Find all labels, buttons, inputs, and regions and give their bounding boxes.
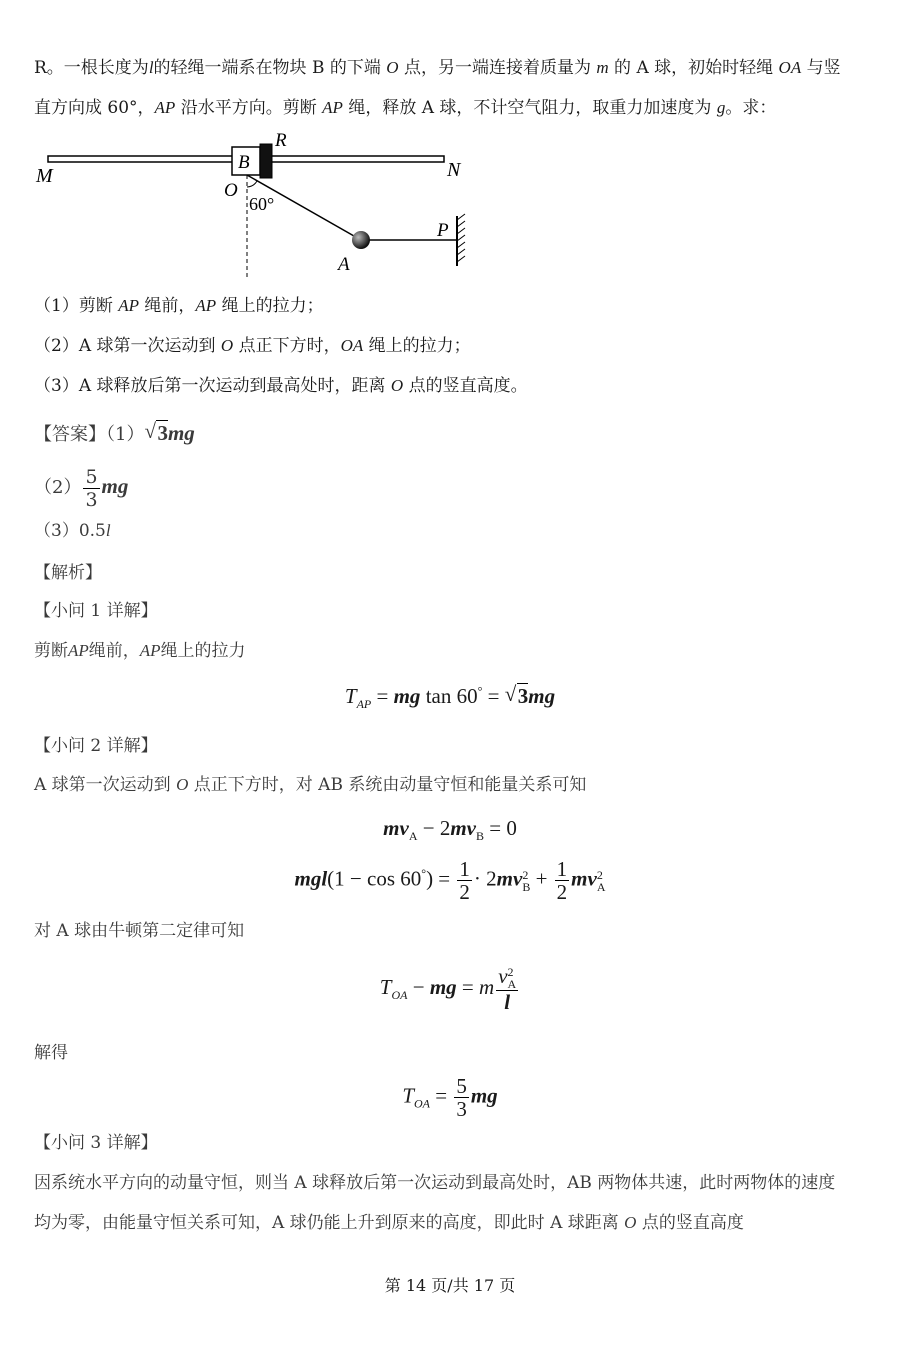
var-AP: AP [139, 641, 161, 660]
mv: mv [450, 816, 476, 840]
subquestion-3-head: 【小问 3 详解】 [34, 1133, 158, 1153]
op: = [482, 684, 505, 708]
label-O: O [224, 180, 238, 201]
physics-diagram [34, 130, 484, 285]
sup-sub [597, 869, 606, 893]
label-A: A [338, 254, 350, 275]
text: 点的竖直高度 [641, 1213, 744, 1233]
fraction-5-3 [83, 466, 99, 511]
var-l: l [148, 58, 154, 77]
op: = [456, 974, 480, 999]
mv: mv [571, 866, 597, 891]
label-P: P [437, 220, 449, 241]
numerator: 5 [456, 1074, 467, 1098]
mg: mg [429, 974, 457, 999]
text: 绳前， [88, 641, 140, 661]
text: 绳上的拉力 [160, 641, 246, 661]
text: 。求： [725, 98, 777, 118]
problem-line-2 [34, 95, 776, 121]
analysis-text-3: 对 A 球由牛顿第二定律可知 [34, 921, 245, 941]
sqrt-3 [144, 420, 168, 446]
analysis-text-2 [34, 772, 586, 798]
question-3 [34, 373, 528, 399]
denominator: 2 [556, 880, 568, 904]
answer-prefix: （2） [34, 477, 82, 498]
text: 均为零，由能量守恒关系可知，A 球仍能上升到原来的高度，即此时 A 球距离 [34, 1213, 619, 1233]
var-O: O [624, 1213, 637, 1232]
var-AP: AP [195, 296, 217, 315]
op: − [407, 974, 430, 999]
text: 的轻绳一端系在物块 B 的下端 [153, 58, 381, 78]
m: m [479, 974, 495, 999]
var-OA: OA [340, 336, 364, 355]
text: 点的竖直高度。 [408, 376, 528, 396]
fraction-half [457, 858, 472, 903]
text: 绳上的拉力； [368, 336, 471, 356]
ball-A [352, 231, 370, 249]
subscript: B [522, 879, 531, 894]
op: ) = [426, 866, 456, 891]
mv: mv [496, 866, 523, 891]
numerator: 5 [85, 465, 98, 488]
var-g: g [716, 98, 726, 117]
var-O: O [386, 58, 399, 77]
analysis-text-1 [34, 638, 246, 664]
text: （1）剪断 [34, 296, 113, 316]
text: R。一根长度为 [34, 58, 149, 78]
superscript: 2 [596, 867, 603, 882]
text: 剪断 [34, 641, 68, 661]
denominator: 3 [85, 488, 98, 511]
text: 绳前， [144, 296, 196, 316]
v: v [498, 964, 508, 988]
text: 的 A 球，初始时轻绳 [614, 58, 774, 78]
mg: mg [101, 474, 129, 498]
subscript: A [507, 977, 517, 992]
text: 与竖 [806, 58, 841, 78]
var-O: O [220, 336, 234, 355]
analysis-text-6 [34, 1210, 744, 1236]
analysis-text-5: 因系统水平方向的动量守恒，则当 A 球释放后第一次运动到最高处时，AB 两物体共速，此时两物体的速度 [34, 1173, 836, 1193]
answer-3 [34, 518, 111, 544]
text: 沿水平方向。剪断 [180, 98, 317, 118]
question-1 [34, 293, 324, 319]
label-M: M [36, 165, 53, 187]
equation-3 [0, 965, 900, 1013]
label-R: R [275, 130, 287, 151]
degree: ° [477, 684, 483, 698]
op: · 2 [473, 866, 497, 891]
text: 点正下方时，对 AB 系统由动量守恒和能量关系可知 [193, 775, 587, 795]
denominator: 2 [459, 880, 470, 904]
T: T [379, 974, 392, 999]
equation-1 [0, 684, 900, 712]
mv: mv [383, 816, 409, 840]
fraction-5-3 [454, 1075, 469, 1120]
answer-1 [34, 420, 195, 448]
var-AP: AP [154, 98, 176, 117]
problem-line-1 [34, 55, 841, 81]
block-R [260, 144, 272, 178]
denominator: l [504, 990, 511, 1015]
var-O: O [390, 376, 404, 395]
op: = 0 [484, 816, 517, 840]
var-AP: AP [68, 641, 89, 660]
op: + [530, 866, 553, 891]
var-AP: AP [322, 98, 343, 117]
superscript: 2 [522, 867, 529, 882]
superscript: 2 [507, 965, 514, 980]
text: （2）A 球第一次运动到 [34, 336, 216, 356]
T: T [344, 684, 357, 708]
answer-prefix: （3）0.5 [34, 521, 106, 541]
op: = [430, 1083, 453, 1108]
mg: mg [470, 1083, 498, 1108]
equation-4 [0, 1075, 900, 1120]
subscript: OA [414, 1096, 430, 1111]
wall-hatch [457, 214, 465, 262]
var-m: m [596, 58, 609, 77]
numerator: 1 [459, 857, 470, 881]
op: = [371, 684, 394, 708]
radicand: 3 [517, 684, 529, 708]
subquestion-1-head: 【小问 1 详解】 [34, 601, 158, 621]
text: A 球第一次运动到 [34, 775, 171, 795]
degree: ° [421, 866, 427, 881]
equation-2a [0, 816, 900, 844]
tan: tan 60 [420, 684, 478, 708]
numerator: 1 [556, 857, 568, 881]
var-AP: AP [118, 296, 140, 315]
page-footer: 第 14 页/共 17 页 [384, 1276, 516, 1295]
fraction-v2-l [496, 965, 518, 1013]
sqrt-3 [505, 684, 529, 709]
op: − 2 [417, 816, 451, 840]
mg: mg [393, 684, 421, 708]
text: 点正下方时， [238, 336, 341, 356]
analysis-label: 【解析】 [34, 563, 102, 583]
text: 绳，释放 A 球，不计空气阻力，取重力加速度为 [348, 98, 712, 118]
angle-arc [247, 181, 257, 187]
mg: mg [528, 684, 556, 708]
subscript: B [475, 829, 484, 843]
answer-2 [34, 462, 128, 512]
subscript: AP [356, 697, 372, 711]
T: T [402, 1083, 414, 1108]
var-O: O [176, 775, 189, 794]
radicand: 3 [157, 421, 168, 445]
answer-label: 【答案】（1） [34, 424, 145, 445]
denominator: 3 [456, 1097, 467, 1121]
paren: (1 − cos 60 [327, 866, 422, 891]
equation-2b [0, 858, 900, 903]
mgl: mgl [294, 866, 328, 891]
subscript: A [408, 829, 418, 843]
subscript: A [596, 879, 606, 894]
text: 直方向成 60°， [34, 98, 155, 118]
mg: mg [167, 421, 195, 445]
subscript: OA [391, 987, 408, 1002]
label-angle: 60° [249, 194, 275, 214]
label-N: N [447, 159, 461, 181]
var-l: l [105, 521, 111, 540]
fraction-half [555, 858, 570, 903]
subquestion-2-head: 【小问 2 详解】 [34, 736, 158, 756]
analysis-text-4: 解得 [34, 1043, 68, 1063]
var-OA: OA [778, 58, 802, 77]
text: （3）A 球释放后第一次运动到最高处时，距离 [34, 376, 386, 396]
text: 绳上的拉力； [221, 296, 324, 316]
text: 点，另一端连接着质量为 [403, 58, 591, 78]
label-B: B [238, 152, 250, 173]
sup-sub [508, 966, 517, 990]
question-2 [34, 333, 471, 359]
